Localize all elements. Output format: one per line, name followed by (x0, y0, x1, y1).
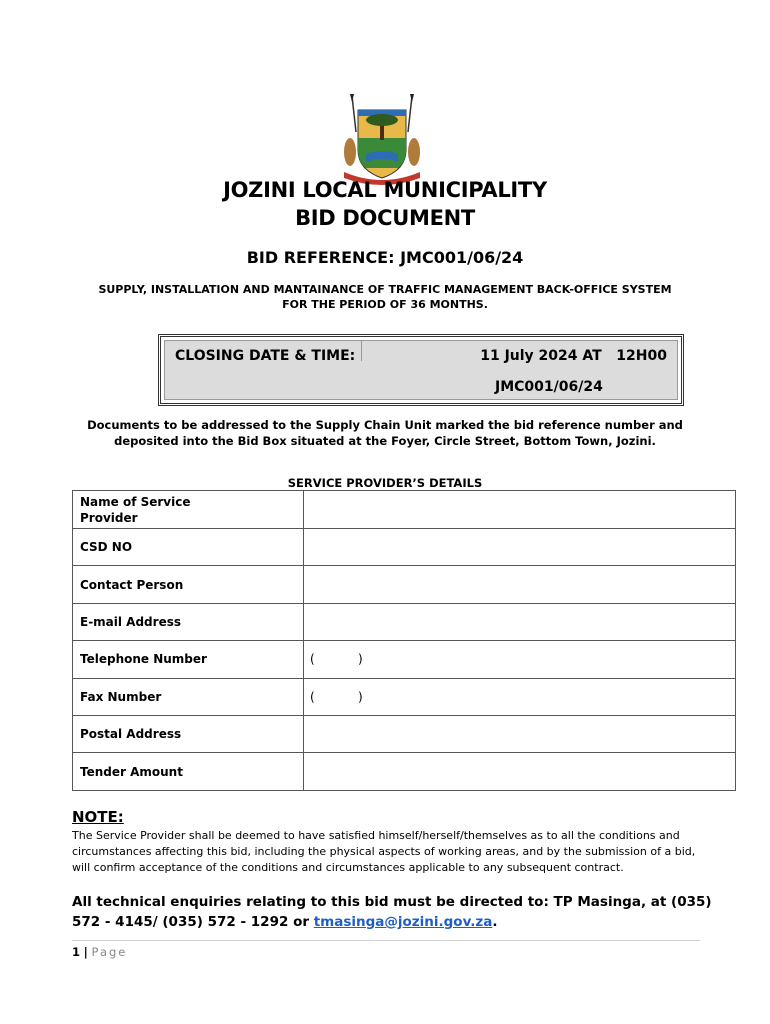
row-label-tender: Tender Amount (73, 753, 304, 790)
fax-area-close: ) (358, 689, 363, 704)
submission-instructions (60, 417, 710, 449)
enquiry-email-link[interactable]: tmasinga@jozini.gov.za (313, 914, 493, 930)
enquiry-end: . (492, 914, 498, 930)
table-row (73, 566, 736, 603)
table-row (73, 603, 736, 640)
tender-amount-field[interactable] (304, 753, 736, 790)
closing-date-box (158, 334, 684, 406)
page-number: 1 (72, 945, 81, 959)
telephone-number-field[interactable] (304, 641, 736, 678)
bid-description-line1: SUPPLY, INSTALLATION AND MANTAINANCE OF TRAFFIC MANAGEMENT BACK-OFFICE SYSTEM (98, 283, 672, 296)
bid-reference: BID REFERENCE: JMC001/06/24 (246, 248, 524, 267)
closing-date-value: 11 July 2024 AT 12H00 (480, 348, 667, 364)
email-address-field[interactable] (304, 603, 736, 640)
table-row (73, 678, 736, 715)
municipality-crest-logo (340, 92, 424, 188)
row-label-fax: Fax Number (73, 678, 304, 715)
document-title: BID DOCUMENT (295, 206, 475, 230)
instructions-line2: deposited into the Bid Box situated at the Foyer, Circle Street, Bottom Town, Jozini. (114, 434, 656, 448)
closing-divider (361, 341, 362, 361)
row-label-postal: Postal Address (73, 715, 304, 752)
bid-description (0, 282, 770, 312)
bid-description-line2: FOR THE PERIOD OF 36 MONTHS. (282, 298, 488, 311)
service-provider-heading: SERVICE PROVIDER’S DETAILS (287, 476, 483, 490)
table-row (73, 715, 736, 752)
page-footer (72, 945, 127, 959)
table-row (73, 753, 736, 790)
table-row (73, 491, 736, 529)
closing-reference: JMC001/06/24 (495, 379, 603, 395)
instructions-line1: Documents to be addressed to the Supply Chain Unit marked the bid reference number and (87, 418, 683, 432)
row-label-csd: CSD NO (73, 529, 304, 566)
table-row (73, 641, 736, 678)
footer-divider (72, 940, 700, 941)
csd-number-field[interactable] (304, 529, 736, 566)
name-label-line1: Name of Service (80, 494, 191, 509)
service-provider-table (72, 490, 736, 791)
telephone-area-open: ( (310, 652, 315, 667)
row-label-contact: Contact Person (73, 566, 304, 603)
municipality-title: JOZINI LOCAL MUNICIPALITY (223, 178, 547, 202)
name-label-line2: Provider (80, 510, 138, 525)
page-word: Page (91, 945, 128, 959)
service-provider-name-field[interactable] (304, 491, 736, 529)
postal-address-field[interactable] (304, 715, 736, 752)
closing-date-panel (164, 340, 678, 400)
row-label-name (73, 491, 304, 529)
row-label-email: E-mail Address (73, 603, 304, 640)
note-heading: NOTE: (72, 808, 124, 826)
page-separator: | (83, 945, 88, 959)
contact-person-field[interactable] (304, 566, 736, 603)
closing-date-label: CLOSING DATE & TIME: (175, 348, 356, 364)
note-body: The Service Provider shall be deemed to have satisfied himself/herself/themselves as to all the conditions and circumstances affecting this bid, including the physical aspects of working areas, and by the submission of a bid, will confirm acceptance of the conditions and circumstances applicable to any subsequent contract. (72, 829, 696, 874)
table-row (73, 529, 736, 566)
telephone-area-close: ) (358, 652, 363, 667)
enquiry-text: All technical enquiries relating to this bid must be directed to: TP Masinga, at (035) 572 - 4145/ (035) 572 - 1292 or (72, 894, 712, 930)
technical-enquiries (72, 892, 712, 932)
fax-number-field[interactable] (304, 678, 736, 715)
row-label-telephone: Telephone Number (73, 641, 304, 678)
fax-area-open: ( (310, 689, 315, 704)
